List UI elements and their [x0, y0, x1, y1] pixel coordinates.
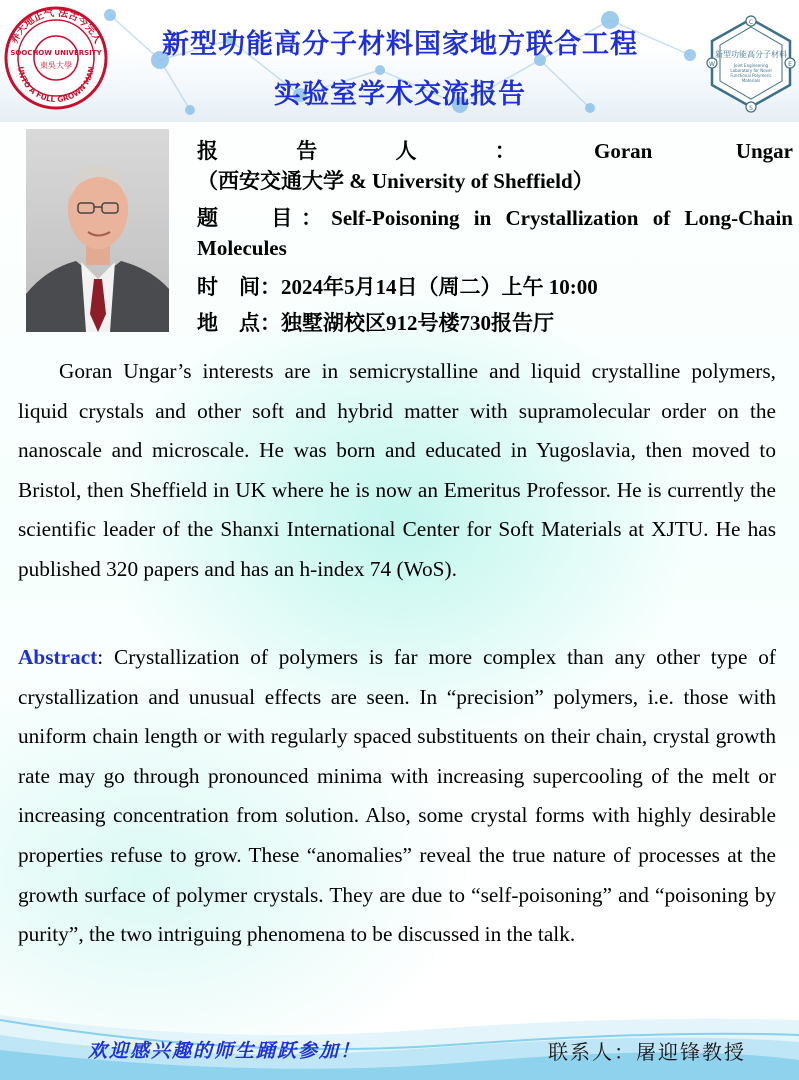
- abstract-label: Abstract: [18, 645, 98, 669]
- venue-label: 地 点：: [197, 311, 281, 335]
- talk-title-line: [197, 203, 793, 263]
- talk-label: 题 目：: [197, 206, 332, 230]
- abstract-text: : Crystallization of polymers is far more complex than any other type of crystallization and unusual effects are seen. In “precision” polymers, i.e. those with uniform chain length or with regularly spaced substituents on their chain, crystal growth rate may go through pronounced minima with increasing supercooling of the melt or increasing concentration from solution. Also, some crystal forms with highly desirable properties refuse to grow. These “anomalies” reveal the true nature of processes at the growth surface of polymer crystals. They are due to “self-poisoning” and “poisoning by purity”, the two intriguing phenomena to be discussed in the talk.: [18, 645, 776, 947]
- time-label: 时 间：: [197, 275, 281, 299]
- speaker-label: 报告人：: [197, 139, 594, 163]
- header: [0, 0, 799, 122]
- svg-text:S: S: [749, 105, 753, 112]
- svg-text:新型功能高分子材料: 新型功能高分子材料: [715, 50, 787, 59]
- abstract: [18, 638, 776, 955]
- svg-text:SOOCHOW UNIVERSITY: SOOCHOW UNIVERSITY: [10, 49, 102, 57]
- speaker-bio: Goran Ungar’s interests are in semicrystalline and liquid crystalline polymers, liquid crystals and other soft and hybrid matter with supramolecular order on the nanoscale and microscale. He was born and educated in Yugoslavia, then moved to Bristol, then Sheffield in UK where he is now an Emeritus Professor. He is currently the scientific leader of the Shanxi International Center for Soft Materials at XJTU. He has published 320 papers and has an h-index 74 (WoS).: [18, 359, 776, 581]
- svg-text:W: W: [709, 61, 715, 68]
- svg-text:E: E: [788, 61, 792, 68]
- speaker-affiliation: （西安交通大学 & University of Sheffield）: [197, 169, 594, 193]
- soochow-university-logo: [4, 6, 108, 110]
- welcome-message: 欢迎感兴趣的师生踊跃参加！: [88, 1040, 362, 1062]
- speaker-line: [197, 136, 793, 196]
- venue-line: [197, 308, 793, 338]
- venue-value: 独墅湖校区912号楼730报告厅: [281, 311, 554, 335]
- title-line-2: 实验室学术交流报告: [274, 79, 526, 110]
- talk-title: Self-Poisoning in Crystallization of Long-Chain Molecules: [197, 206, 793, 260]
- title-line-1: 新型功能高分子材料国家地方联合工程: [162, 29, 638, 60]
- svg-text:東吳大學: 東吳大學: [40, 61, 72, 70]
- svg-text:养天地正气 法古今完人: 养天地正气 法古今完人: [8, 7, 104, 46]
- time-value: 2024年5月14日（周二）上午 10:00: [281, 275, 598, 299]
- contact-person: 联系人：屠迎锋教授: [548, 1040, 746, 1064]
- lab-logo: C E S W 新型功能高分子材料 Joint Engineering Laboratory for Novel Functional Polymeric Materials: [706, 13, 796, 113]
- footer-wave: [0, 990, 799, 1080]
- speaker-name: Goran Ungar: [594, 139, 793, 163]
- speaker-photo: [26, 129, 169, 332]
- svg-text:UNTO A FULL GROWN MAN: UNTO A FULL GROWN MAN: [16, 65, 96, 105]
- time-line: [197, 272, 793, 302]
- svg-text:C: C: [748, 19, 754, 26]
